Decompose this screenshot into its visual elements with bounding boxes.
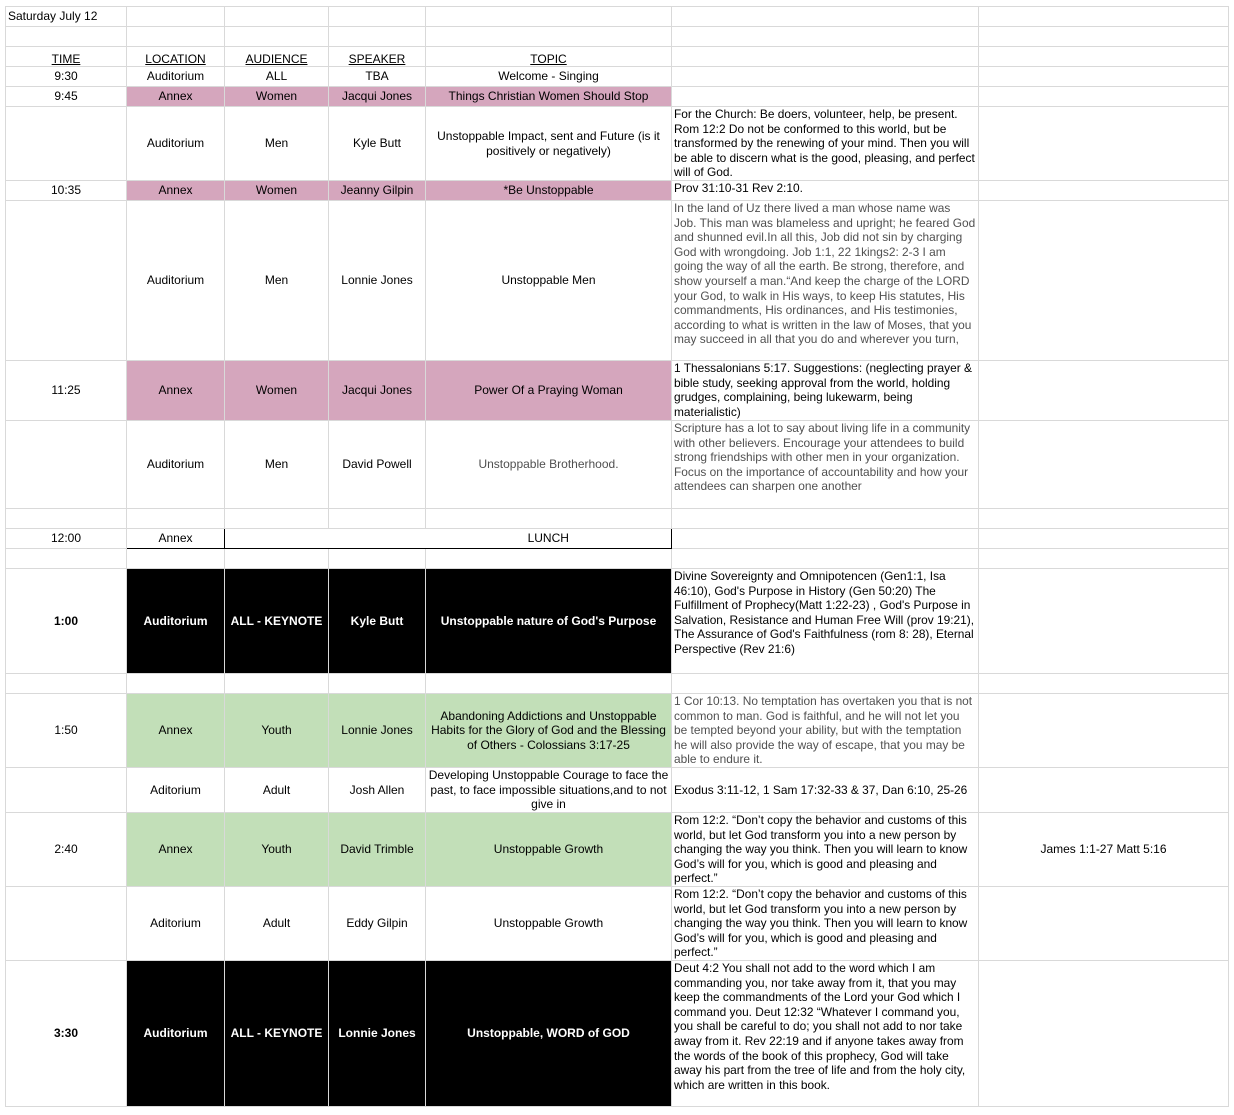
- location-cell[interactable]: Aditorium: [127, 768, 225, 813]
- time-cell[interactable]: 3:30: [6, 961, 127, 1107]
- location-cell[interactable]: Annex: [127, 694, 225, 768]
- topic-cell[interactable]: Power Of a Praying Woman: [426, 361, 672, 421]
- cell[interactable]: [329, 549, 426, 569]
- header-location[interactable]: LOCATION: [127, 47, 225, 67]
- time-cell[interactable]: 9:30: [6, 67, 127, 87]
- cell[interactable]: [127, 549, 225, 569]
- table-row: [6, 694, 1229, 768]
- location-cell[interactable]: Auditorium: [127, 421, 225, 509]
- table-row: [6, 768, 1229, 813]
- cell[interactable]: [225, 509, 329, 529]
- audience-cell[interactable]: Youth: [225, 694, 329, 768]
- speaker-cell[interactable]: Lonnie Jones: [329, 694, 426, 768]
- audience-cell[interactable]: ALL - KEYNOTE: [225, 961, 329, 1107]
- location-cell[interactable]: Annex: [127, 87, 225, 107]
- note-cell[interactable]: Divine Sovereignty and Omnipotencen (Gen1:1, Isa 46:10), God's Purpose in History (Gen 50:20) The Fulfillment of Prophecy(Matt 1:22-23) , God's Purpose in Salvation, Resistance and Human Free Will (prov 19:21), The Assurance of God's Faithfulness (rom 8: 28), Eternal Perspective (Rev 21:6): [672, 569, 979, 674]
- audience-cell[interactable]: Women: [225, 181, 329, 201]
- cell[interactable]: [672, 674, 979, 694]
- note-cell[interactable]: In the land of Uz there lived a man whose name was Job. This man was blameless and upright; he feared God and shunned evil.In all this, Job did not sin by charging God with wrongdoing. Job 1:1, 22 1kings2: 2-3 I am going the way of all the earth. Be strong, therefore, and show yourself a man.“And keep the charge of the LORD your God, to walk in His ways, to keep His statutes, His commandments, His ordinances, and His testimonies, according to what is written in the law of Moses, that you may succeed in all that you do and wherever you turn,: [672, 201, 979, 361]
- audience-cell[interactable]: [225, 529, 329, 549]
- cell[interactable]: [979, 27, 1229, 47]
- cell[interactable]: [127, 7, 225, 27]
- note-cell[interactable]: Rom 12:2. “Don’t copy the behavior and customs of this world, but let God transform you into a new person by changing the way you think. Then you will learn to know God’s will for you, which is good and pleasing and perfect.”: [672, 887, 979, 961]
- topic-cell[interactable]: Unstoppable Growth: [426, 887, 672, 961]
- cell[interactable]: [225, 674, 329, 694]
- speaker-cell[interactable]: [329, 529, 426, 549]
- audience-cell[interactable]: Women: [225, 361, 329, 421]
- speaker-cell[interactable]: Jacqui Jones: [329, 361, 426, 421]
- audience-cell[interactable]: Adult: [225, 887, 329, 961]
- location-cell[interactable]: Annex: [127, 529, 225, 549]
- table-row: [6, 529, 1229, 549]
- extra-cell[interactable]: [979, 569, 1229, 674]
- speaker-cell[interactable]: Jacqui Jones: [329, 87, 426, 107]
- topic-cell[interactable]: Unstoppable Brotherhood.: [426, 421, 672, 509]
- extra-cell[interactable]: [979, 421, 1229, 509]
- cell[interactable]: [979, 549, 1229, 569]
- cell[interactable]: [672, 509, 979, 529]
- audience-cell[interactable]: Men: [225, 421, 329, 509]
- time-cell[interactable]: [6, 107, 127, 181]
- speaker-cell[interactable]: David Trimble: [329, 813, 426, 887]
- extra-cell[interactable]: [979, 201, 1229, 361]
- table-row: [6, 961, 1229, 1107]
- extra-cell[interactable]: [979, 529, 1229, 549]
- cell[interactable]: [6, 674, 127, 694]
- time-cell[interactable]: [6, 421, 127, 509]
- cell[interactable]: [225, 7, 329, 27]
- table-row: [6, 107, 1229, 181]
- header-speaker[interactable]: SPEAKER: [329, 47, 426, 67]
- note-cell[interactable]: [672, 529, 979, 549]
- topic-cell[interactable]: Unstoppable Growth: [426, 813, 672, 887]
- time-cell[interactable]: [6, 768, 127, 813]
- cell[interactable]: [979, 47, 1229, 67]
- time-cell[interactable]: [6, 887, 127, 961]
- location-cell[interactable]: Annex: [127, 813, 225, 887]
- speaker-cell[interactable]: Eddy Gilpin: [329, 887, 426, 961]
- table-row: [6, 569, 1229, 674]
- cell[interactable]: [672, 27, 979, 47]
- table-row: [6, 201, 1229, 361]
- cell[interactable]: [127, 509, 225, 529]
- cell[interactable]: [127, 27, 225, 47]
- topic-cell[interactable]: *Be Unstoppable: [426, 181, 672, 201]
- header-topic[interactable]: TOPIC: [426, 47, 672, 67]
- cell[interactable]: [329, 27, 426, 47]
- location-cell[interactable]: Annex: [127, 181, 225, 201]
- time-cell[interactable]: 2:40: [6, 813, 127, 887]
- topic-cell[interactable]: Welcome - Singing: [426, 67, 672, 87]
- note-cell[interactable]: Deut 4:2 You shall not add to the word which I am commanding you, nor take away from it, that you may keep the commandments of the Lord your God which I command you. Deut 12:32 “Whatever I command you, you shall be careful to do; you shall not add to nor take away from it. Rev 22:19 and if anyone takes away from the words of the book of this prophecy, God will take away his part from the tree of life and from the holy city, which are written in this book.: [672, 961, 979, 1107]
- audience-cell[interactable]: ALL: [225, 67, 329, 87]
- audience-cell[interactable]: Men: [225, 201, 329, 361]
- audience-cell[interactable]: Adult: [225, 768, 329, 813]
- time-cell[interactable]: 10:35: [6, 181, 127, 201]
- schedule-sheet: [5, 6, 1229, 1107]
- cell[interactable]: [329, 674, 426, 694]
- note-cell[interactable]: Rom 12:2. “Don’t copy the behavior and customs of this world, but let God transform you into a new person by changing the way you think. Then you will learn to know God’s will for you, which is good and pleasing and perfect.”: [672, 813, 979, 887]
- cell[interactable]: [127, 674, 225, 694]
- extra-cell[interactable]: [979, 694, 1229, 768]
- topic-cell[interactable]: Things Christian Women Should Stop: [426, 87, 672, 107]
- topic-cell[interactable]: LUNCH: [426, 529, 672, 549]
- speaker-cell[interactable]: Kyle Butt: [329, 107, 426, 181]
- cell[interactable]: [329, 509, 426, 529]
- header-audience[interactable]: AUDIENCE: [225, 47, 329, 67]
- cell[interactable]: [426, 674, 672, 694]
- cell[interactable]: [979, 674, 1229, 694]
- speaker-cell[interactable]: David Powell: [329, 421, 426, 509]
- time-cell[interactable]: 1:00: [6, 569, 127, 674]
- date-cell[interactable]: Saturday July 12: [6, 7, 127, 27]
- extra-cell[interactable]: [979, 87, 1229, 107]
- table-row: [6, 87, 1229, 107]
- cell[interactable]: [672, 47, 979, 67]
- audience-cell[interactable]: Men: [225, 107, 329, 181]
- cell[interactable]: [426, 27, 672, 47]
- note-cell[interactable]: 1 Cor 10:13. No temptation has overtaken you that is not common to man. God is faithful, and he will not let you be tempted beyond your ability, but with the temptation he will also provide the way of escape, that you may be able to endure it.: [672, 694, 979, 768]
- speaker-cell[interactable]: Josh Allen: [329, 768, 426, 813]
- extra-cell[interactable]: [979, 107, 1229, 181]
- cell[interactable]: [329, 7, 426, 27]
- table-row: [6, 421, 1229, 509]
- location-cell[interactable]: Annex: [127, 361, 225, 421]
- cell[interactable]: [426, 7, 672, 27]
- note-cell[interactable]: [672, 67, 979, 87]
- extra-cell[interactable]: [979, 887, 1229, 961]
- extra-cell[interactable]: [979, 361, 1229, 421]
- time-cell[interactable]: 11:25: [6, 361, 127, 421]
- cell[interactable]: [6, 549, 127, 569]
- cell[interactable]: [672, 549, 979, 569]
- table-row: [6, 887, 1229, 961]
- note-cell[interactable]: For the Church: Be doers, volunteer, help, be present. Rom 12:2 Do not be conformed to this world, but be transformed by the renewing of your mind. Then you will be able to discern what is the good, pleasing, and perfect will of God.: [672, 107, 979, 181]
- cell[interactable]: [225, 549, 329, 569]
- header-time[interactable]: TIME: [6, 47, 127, 67]
- table-row: [6, 181, 1229, 201]
- table-row: [6, 67, 1229, 87]
- cell[interactable]: [426, 509, 672, 529]
- audience-cell[interactable]: ALL - KEYNOTE: [225, 569, 329, 674]
- speaker-cell[interactable]: TBA: [329, 67, 426, 87]
- note-cell[interactable]: 1 Thessalonians 5:17. Suggestions: (neglecting prayer & bible study, seeking approval from the world, holding grudges, complaining, being lukewarm, being materialistic): [672, 361, 979, 421]
- location-cell[interactable]: Auditorium: [127, 961, 225, 1107]
- topic-cell[interactable]: Unstoppable Impact, sent and Future (is it positively or negatively): [426, 107, 672, 181]
- cell[interactable]: [6, 509, 127, 529]
- table-row: [6, 361, 1229, 421]
- time-cell[interactable]: 9:45: [6, 87, 127, 107]
- speaker-cell[interactable]: Lonnie Jones: [329, 201, 426, 361]
- extra-cell[interactable]: [979, 181, 1229, 201]
- cell[interactable]: [426, 549, 672, 569]
- audience-cell[interactable]: Youth: [225, 813, 329, 887]
- note-cell[interactable]: Prov 31:10-31 Rev 2:10.: [672, 181, 979, 201]
- extra-cell[interactable]: James 1:1-27 Matt 5:16: [979, 813, 1229, 887]
- topic-cell[interactable]: Unstoppable nature of God's Purpose: [426, 569, 672, 674]
- note-cell[interactable]: [672, 87, 979, 107]
- speaker-cell[interactable]: Jeanny Gilpin: [329, 181, 426, 201]
- audience-cell[interactable]: Women: [225, 87, 329, 107]
- extra-cell[interactable]: [979, 67, 1229, 87]
- time-cell[interactable]: [6, 201, 127, 361]
- note-cell[interactable]: Exodus 3:11-12, 1 Sam 17:32-33 & 37, Dan 6:10, 25-26: [672, 768, 979, 813]
- topic-cell[interactable]: Developing Unstoppable Courage to face the past, to face impossible situations,and to not give in: [426, 768, 672, 813]
- header-row: [6, 47, 1229, 67]
- speaker-cell[interactable]: Lonnie Jones: [329, 961, 426, 1107]
- extra-cell[interactable]: [979, 768, 1229, 813]
- location-cell[interactable]: Auditorium: [127, 569, 225, 674]
- topic-cell[interactable]: Unstoppable, WORD of GOD: [426, 961, 672, 1107]
- cell[interactable]: [979, 7, 1229, 27]
- cell[interactable]: [6, 27, 127, 47]
- table-row: [6, 813, 1229, 887]
- speaker-cell[interactable]: Kyle Butt: [329, 569, 426, 674]
- time-cell[interactable]: 12:00: [6, 529, 127, 549]
- cell[interactable]: [672, 7, 979, 27]
- location-cell[interactable]: Auditorium: [127, 107, 225, 181]
- topic-cell[interactable]: Abandoning Addictions and Unstoppable Habits for the Glory of God and the Blessing of Others - Colossians 3:17-25: [426, 694, 672, 768]
- location-cell[interactable]: Auditorium: [127, 201, 225, 361]
- cell[interactable]: [979, 509, 1229, 529]
- cell[interactable]: [225, 27, 329, 47]
- location-cell[interactable]: Aditorium: [127, 887, 225, 961]
- location-cell[interactable]: Auditorium: [127, 67, 225, 87]
- time-cell[interactable]: 1:50: [6, 694, 127, 768]
- extra-cell[interactable]: [979, 961, 1229, 1107]
- topic-cell[interactable]: Unstoppable Men: [426, 201, 672, 361]
- note-cell[interactable]: Scripture has a lot to say about living life in a community with other believers. Encourage your attendees to build strong friendships with other men in your organization. Focus on the importance of accountability and how your attendees can sharpen one another: [672, 421, 979, 509]
